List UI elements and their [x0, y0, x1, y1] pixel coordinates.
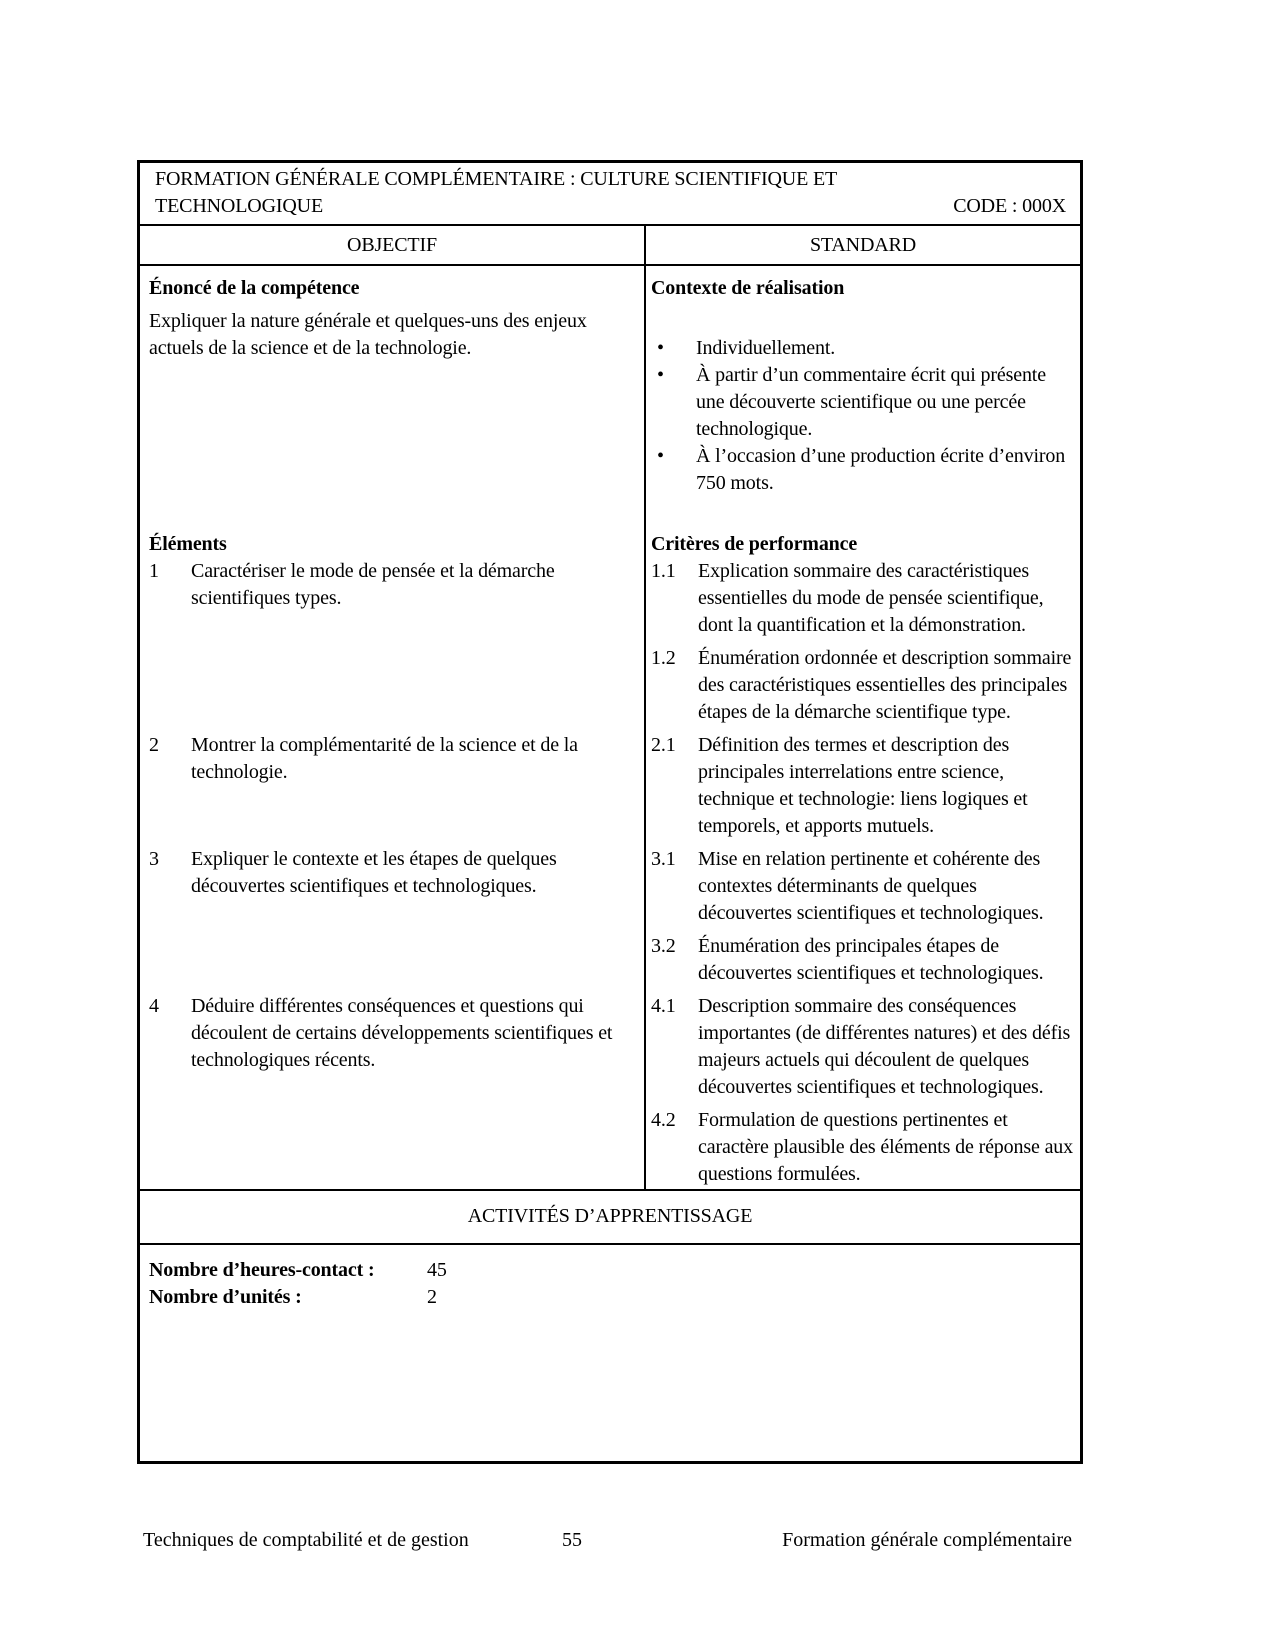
table-title-row — [140, 163, 1080, 226]
critere-number: 1.1 — [651, 560, 676, 582]
critere-text: Énumération ordonnée et description sommaire des caractéristiques essentielles des principales étapes de la démarche scientifique type. — [698, 647, 1072, 723]
element-number: 4 — [149, 995, 159, 1017]
units-label: Nombre d’unités : — [149, 1286, 302, 1308]
objectif-column-header: OBJECTIF — [140, 226, 646, 264]
list-item — [651, 335, 1074, 362]
bullet-icon: • — [657, 445, 664, 467]
footer-program-name: Techniques de comptabilité et de gestion — [143, 1529, 469, 1551]
course-specification-table — [137, 160, 1083, 1464]
contexte-bullet-list — [651, 335, 1074, 497]
footer-page-number: 55 — [562, 1529, 582, 1551]
bullet-icon: • — [657, 364, 664, 386]
hours-contact-value: 45 — [427, 1259, 447, 1281]
footer-section-name: Formation générale complémentaire — [782, 1529, 1072, 1551]
column-header-row — [140, 226, 1080, 266]
elements-heading: Éléments — [149, 533, 227, 555]
bullet-icon: • — [657, 337, 664, 359]
activites-content-row — [140, 1245, 1080, 1311]
page-footer — [0, 1527, 1275, 1555]
hours-contact-line — [149, 1257, 1080, 1284]
critere-number: 4.1 — [651, 995, 676, 1017]
enonce-heading: Énoncé de la compétence — [149, 277, 360, 299]
contexte-item-text: Individuellement. — [696, 337, 836, 359]
code-label: CODE : 000X — [953, 195, 1066, 217]
critere-item — [651, 933, 1074, 987]
element-number: 3 — [149, 848, 159, 870]
contexte-item-text: À partir d’un commentaire écrit qui présente une découverte scientifique ou une percée technologique. — [696, 364, 1046, 440]
criteres-heading: Critères de performance — [651, 533, 858, 555]
element-text: Déduire différentes conséquences et questions qui découlent de certains développements scientifiques et technologiques récents. — [191, 995, 613, 1071]
element-number: 2 — [149, 734, 159, 756]
list-item — [651, 362, 1074, 443]
critere-number: 3.2 — [651, 935, 676, 957]
critere-item — [651, 1107, 1074, 1188]
critere-item — [651, 846, 1074, 927]
activites-header-row: ACTIVITÉS D’APPRENTISSAGE — [140, 1191, 1080, 1245]
element-text: Caractériser le mode de pensée et la démarche scientifiques types. — [191, 560, 555, 609]
element-item — [149, 846, 634, 900]
units-value: 2 — [427, 1286, 437, 1308]
units-line — [149, 1284, 1080, 1311]
hours-contact-label: Nombre d’heures-contact : — [149, 1259, 375, 1281]
critere-number: 1.2 — [651, 647, 676, 669]
enonce-text: Expliquer la nature générale et quelques-uns des enjeux actuels de la science et de la technologie. — [149, 310, 587, 359]
element-text: Expliquer le contexte et les étapes de quelques découvertes scientifiques et technologiques. — [191, 848, 557, 897]
standard-column-header: STANDARD — [809, 233, 917, 256]
critere-number: 4.2 — [651, 1109, 676, 1131]
contexte-item-text: À l’occasion d’une production écrite d’environ 750 mots. — [696, 445, 1066, 494]
standard-cell — [646, 266, 1080, 1189]
element-item — [149, 993, 634, 1074]
critere-item — [651, 645, 1074, 726]
critere-item — [651, 558, 1074, 639]
critere-text: Définition des termes et description des principales interrelations entre science, technique et technologie: liens logiques et temporels, et apports mutuels. — [698, 734, 1028, 837]
critere-text: Énumération des principales étapes de découvertes scientifiques et technologiques. — [698, 935, 1044, 984]
critere-text: Formulation de questions pertinentes et caractère plausible des éléments de réponse aux questions formulées. — [698, 1109, 1073, 1185]
objectif-cell — [140, 266, 646, 1189]
critere-item — [651, 993, 1074, 1101]
element-number: 1 — [149, 560, 159, 582]
element-item — [149, 558, 634, 612]
title-line-2: TECHNOLOGIQUE — [155, 195, 324, 217]
list-item — [651, 443, 1074, 497]
contexte-heading: Contexte de réalisation — [651, 277, 845, 299]
critere-item — [651, 732, 1074, 840]
critere-number: 3.1 — [651, 848, 676, 870]
element-item — [149, 732, 634, 786]
critere-text: Mise en relation pertinente et cohérente des contextes déterminants de quelques découvertes scientifiques et technologiques. — [698, 848, 1044, 924]
critere-text: Explication sommaire des caractéristiques essentielles du mode de pensée scientifique, dont la quantification et la démonstration. — [698, 560, 1044, 636]
main-content-row — [140, 266, 1080, 1191]
critere-text: Description sommaire des conséquences importantes (de différentes natures) et des défis majeurs actuels qui découlent de quelques découvertes scientifiques et technologiques. — [698, 995, 1071, 1098]
element-text: Montrer la complémentarité de la science et de la technologie. — [191, 734, 578, 783]
critere-number: 2.1 — [651, 734, 676, 756]
title-line-1: FORMATION GÉNÉRALE COMPLÉMENTAIRE : CULTURE SCIENTIFIQUE ET — [155, 168, 838, 190]
